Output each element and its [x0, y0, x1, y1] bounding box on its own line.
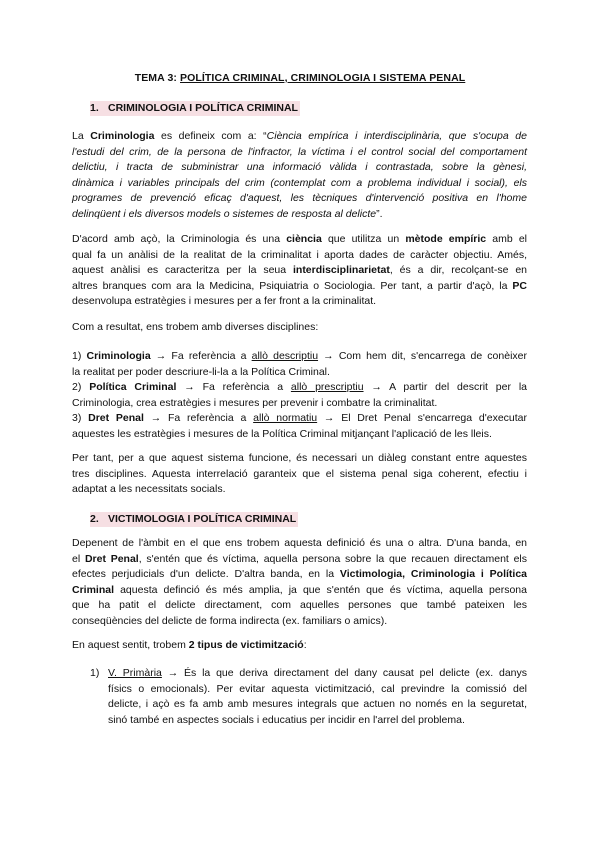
list-item [108, 666, 527, 728]
text-line: sinó també en aspectes socials i educatius per incidir en l'arrel del problema. [108, 713, 465, 726]
text-run: → Fa referència a [150, 350, 252, 362]
term-metode-empiric: mètode empíric [405, 233, 487, 245]
definition-line: delinqüent i els diversos models o sistemes de resposta al delicte [72, 207, 377, 220]
text-run: → Fa referència a [143, 412, 254, 425]
definition-line: delictiu, i tracta de subministrar una informació vàlida i contrastada, sobre la gènesi, [72, 161, 527, 174]
term-interdisciplinarietat: interdisciplinarietat [292, 264, 390, 277]
disciplines-list [72, 349, 527, 443]
text-line: conseqüències del delicte de forma indirecta (ex. familiars o amics). [72, 614, 388, 627]
text-line: Com a resultat, ens trobem amb diverses disciplines: [72, 321, 319, 333]
title-text: POLÍTICA CRIMINAL, CRIMINOLOGIA I SISTEMA PENAL [180, 72, 466, 84]
title-prefix: TEMA 3: [134, 72, 181, 84]
text-run: La [72, 130, 91, 142]
text-run: ”. [376, 207, 383, 220]
term-victimitzacio: 2 tipus de victimització [188, 639, 304, 651]
text-run: efectes perjudicials d'un delicte. D'altra banda, en la [72, 568, 340, 581]
page-title [0, 72, 600, 84]
definition-line: l'estudi del crim, de la persona de l'infractor, la víctima i el control social del comportament [72, 145, 527, 158]
text-run: que utilitza un [321, 233, 406, 245]
text-run: : [303, 639, 307, 651]
list-number: 1) [90, 667, 100, 679]
text-line: Criminologia, crea estratègies i mesures per prevenir i combatre la criminalitat. [72, 396, 438, 409]
definition-line: programes de prevenció eficaç d'aquest, les tècniques d'intervenció positiva en l'home [72, 192, 527, 205]
underlined-term: allò prescriptiu [290, 381, 364, 394]
text-run: D'acord amb açò, la Criminologia és una [72, 233, 287, 245]
term-pc: PC [512, 279, 527, 292]
section-2-paragraph-1 [72, 536, 527, 630]
section-2-number: 2. [90, 513, 99, 525]
section-2-heading [90, 513, 298, 525]
text-run: el [72, 552, 85, 565]
text-run: → Com hem dit, s'encarrega de conèixer [318, 350, 527, 362]
text-line: la realitat per poder descriure-li-la a la Política Criminal. [72, 365, 330, 378]
term-ciencia: ciència [286, 233, 322, 245]
term-criminologia: Criminologia [86, 350, 151, 362]
list-number: 3) [72, 412, 89, 425]
text-line: desenvolupa estratègies i mesures per a fer front a la criminalitat. [72, 295, 377, 308]
term-criminal: Criminal [72, 583, 115, 596]
text-run: , s'entén que és víctima, aquella persona sobre la que recauen directament els [138, 552, 528, 565]
section-2-paragraph-2 [72, 638, 527, 654]
section-1-paragraph-2 [72, 232, 527, 310]
list-number: 1) [72, 350, 87, 362]
underlined-term: allò descriptiu [251, 350, 319, 362]
text-run: aquesta definció és més amplia, ja que s'entén que és víctima, aquella persona [114, 583, 527, 596]
definition-line: dinàmica i variables principals del crim (contemplat com a problema individual i social), els [72, 176, 527, 189]
term-dret-penal: Dret Penal [84, 552, 139, 565]
section-2-title: VICTIMOLOGIA I POLÍTICA CRIMINAL [108, 513, 297, 525]
text-line: físics o emocionals). Per evitar aquesta victimització, cal previndre la comissió del [108, 682, 527, 695]
underlined-term: V. Primària [108, 667, 162, 679]
text-line: qual fa un anàlisi de la realitat de la criminalitat i aporta dades de caràcter objectiu. Amés, [72, 248, 527, 261]
text-run: aquest anàlisi es caracteritza per la seua [72, 264, 293, 277]
text-run: → Fa referència a [176, 381, 291, 394]
term-dret-penal: Dret Penal [88, 412, 144, 425]
term-victimologia: Victimologia, Criminologia i Política [339, 568, 527, 581]
text-line: Per tant, per a que aquest sistema funcione, és necessari un diàleg constant entre aquestes [72, 452, 527, 464]
definition-quote: Ciència empírica i interdisciplinària, que s'ocupa de [266, 130, 527, 142]
list-number: 2) [72, 381, 90, 394]
text-run: → A partir del descrit per la [363, 381, 527, 394]
victimization-list [90, 666, 527, 730]
text-line: delicte, i açò es fa amb amb mesures integrals que actuen no només en la seguretat, [108, 698, 527, 711]
section-1-paragraph-1 [72, 129, 527, 223]
text-run: En aquest sentit, trobem [72, 639, 189, 651]
section-1-paragraph-4 [72, 451, 527, 498]
text-run: , és a dir, recolçant-se en [389, 264, 527, 277]
text-run: → El Dret Penal s'encarrega d'executar [317, 412, 527, 425]
term-criminologia: Criminologia [90, 130, 155, 142]
text-run: altres branques com ara la Medicina, Psiquiatria o Sociologia. Per tant, a partir d'açò, la [72, 279, 513, 292]
text-line: tres disciplines. Aquesta interrelació garanteix que el sistema penal siga coherent, efectiu i [72, 467, 527, 480]
text-run: → És la que deriva directament del dany causat pel delicte (ex. danys [161, 667, 527, 679]
text-line: Depenent de l'àmbit en el que ens trobem aquesta definició és una o altra. D'una banda, en [72, 537, 527, 549]
underlined-term: allò normatiu [253, 412, 318, 425]
text-line: aquestes les estratègies i mesures de la Política Criminal mitjançant l'aplicació de les lleis. [72, 427, 492, 440]
text-line: adaptat a les necessitats socials. [72, 483, 226, 496]
section-1-title: CRIMINOLOGIA I POLÍTICA CRIMINAL [108, 102, 298, 114]
text-line: que ha patit el delicte directament, com aquelles persones que també pateixen les [72, 599, 527, 612]
text-run: amb el [486, 233, 528, 245]
section-1-heading [90, 102, 300, 114]
term-politica-criminal: Política Criminal [89, 381, 177, 394]
text-run: es defineix com a: “ [154, 130, 267, 142]
section-1-paragraph-3 [72, 320, 527, 336]
section-1-number: 1. [90, 102, 99, 114]
